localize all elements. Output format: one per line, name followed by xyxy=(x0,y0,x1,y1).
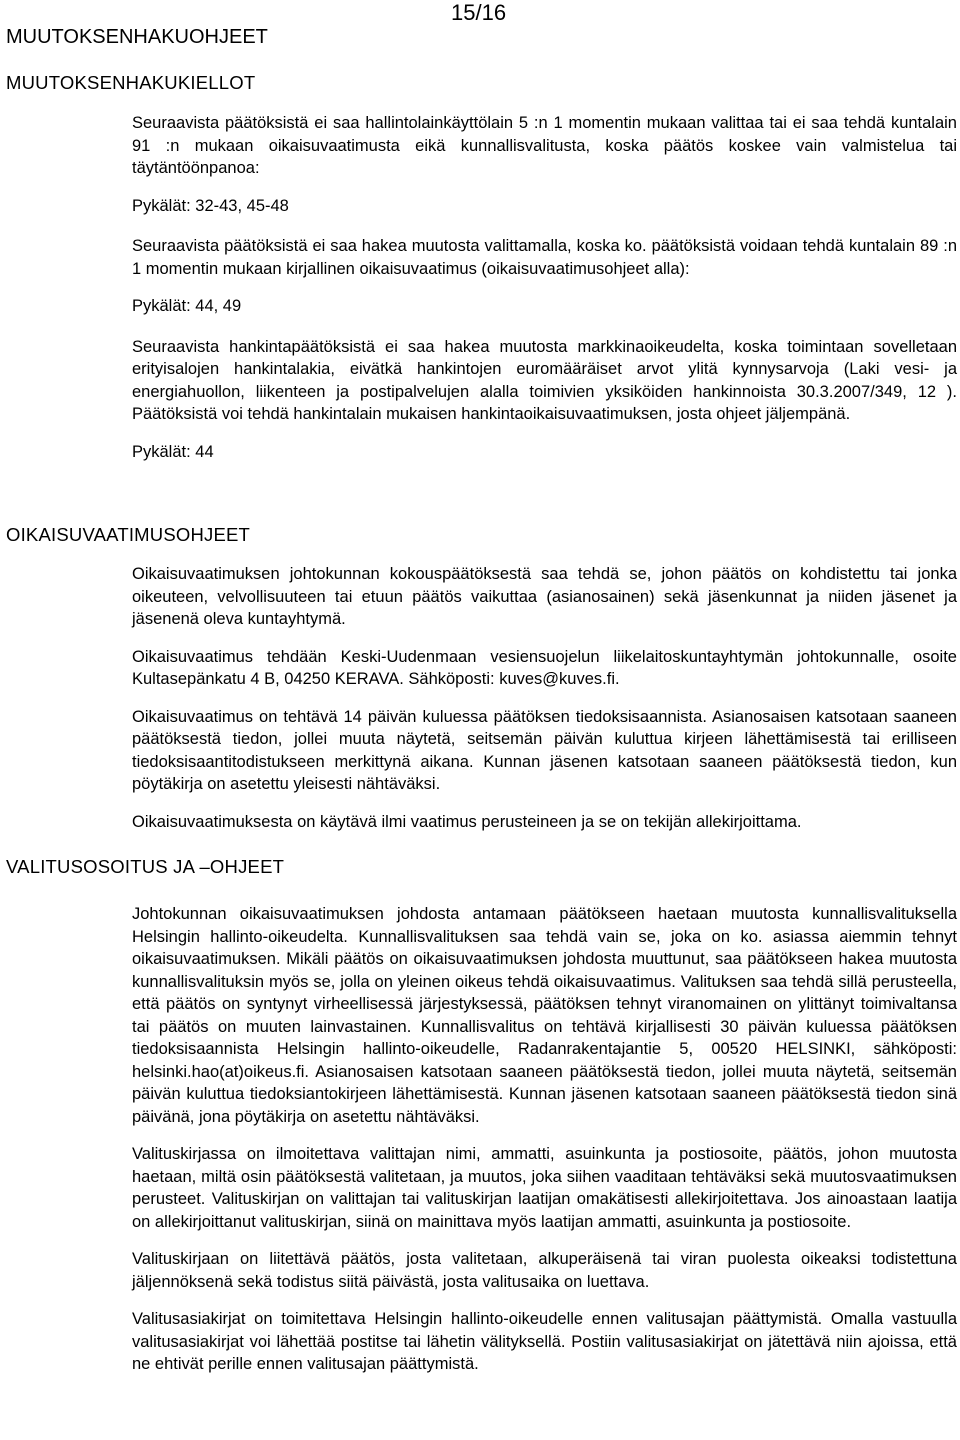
section-heading-oikaisuvaatimusohjeet: OIKAISUVAATIMUSOHJEET xyxy=(6,524,251,545)
paragraph: Seuraavista hankintapäätöksistä ei saa hakea muutosta markkinaoikeudelta, koska toimintaan sovelletaan erityisalojen hankintalakia, eivätkä hankintojen euromääräiset arvot ylitä kynnysarvoja (Laki vesi- ja energiahuollon, liikenteen ja postipalvelujen alalla toimivien yksiköiden hankinnoista 30.3.2007/349, 12 ). Päätöksistä voi tehdä hankintalain mukaisen hankintaoikaisuvaatimuksen, josta ohjeet jäljempänä. xyxy=(132,337,957,423)
section-list: Pykälät: 44, 49 xyxy=(132,297,242,315)
section-heading-valitusosoitus: VALITUSOSOITUS JA –OHJEET xyxy=(6,856,285,877)
section-heading-muutoksenhakukiellot: MUUTOKSENHAKUKIELLOT xyxy=(6,72,256,93)
paragraph: Valituskirjassa on ilmoitettava valittajan nimi, ammatti, asuinkunta ja postiosoite, päätös, johon muutosta haetaan, miltä osin päätöksestä valitetaan, ja muutos, joka siihen vaaditaan tehtäväksi sekä muutosvaatimuksen perusteet. Valituskirjan on valittajan tai valituskirjan laatijan omakätisesti allekirjoitettava. Jos ainoastaan laatija on allekirjoittanut valituskirjan, siinä on mainittava myös laatijan ammatti, asuinkunta ja postiosoite. xyxy=(132,1145,957,1231)
paragraph: Oikaisuvaatimuksen johtokunnan kokouspäätöksestä saa tehdä se, johon päätös on kohdistettu tai jonka oikeuteen, velvollisuuteen tai etuun päätös vaikuttaa (asianosainen) sekä jäsenkunnat ja niiden jäsenet ja jäsenenä oleva kuntayhtymä. xyxy=(132,565,957,628)
paragraph: Johtokunnan oikaisuvaatimuksen johdosta antamaan päätökseen haetaan muutosta kunnallisvalituksella Helsingin hallinto-oikeudelta. Kunnallisvalituksen saa tehdä vain se, joka on ko. asiassa aiemmin tehnyt oikaisuvaatimuksen. Mikäli päätös on oikaisuvaatimuksen johdosta muuttunut, saa päätökseen hakea muutosta kunnallisvalituksin myös se, jolla on yleinen oikeus tehdä oikaisuvaatimus. Valituksen saa tehdä sillä perusteella, että päätös on syntynyt virheellisessä järjestyksessä, päätöksen tehnyt viranomainen on ylittänyt toimivaltansa tai päätös on muuten lainvastainen. Kunnallisvalitus on tehtävä kirjallisesti 30 päivän kuluessa päätöksen tiedoksisaannista Helsingin hallinto-oikeudelle, Radanrakentajantie 5, 00520 HELSINKI, sähköposti: helsinki.hao(at)oikeus.fi. Asianosaisen katsotaan saaneen päätöksestä tiedon, jollei muuta näytetä, seitsemän päivän kuluttua tiedoksiantokirjeen lähettämisestä. Kunnan jäsenen katsotaan saaneen päätöksestä tiedon sinä päivänä, jona pöytäkirja on asetettu nähtäväksi. xyxy=(132,905,957,1126)
paragraph: Oikaisuvaatimus tehdään Keski-Uudenmaan vesiensuojelun liikelaitoskuntayhtymän johtokunnalle, osoite Kultasepänkatu 4 B, 04250 KERAVA. Sähköposti: kuves@kuves.fi. xyxy=(132,647,957,688)
paragraph: Seuraavista päätöksistä ei saa hallintolainkäyttölain 5 :n 1 momentin mukaan valittaa tai ei saa tehdä kuntalain 91 :n mukaan oikaisuvaatimusta eikä kunnallisvalitusta, koska päätös koskee vain valmistelua tai täytäntöönpanoa: xyxy=(132,114,957,177)
section-body-oikaisuvaatimusohjeet xyxy=(132,563,957,848)
section-body-valitusosoitus xyxy=(132,903,957,1391)
paragraph: Oikaisuvaatimuksesta on käytävä ilmi vaatimus perusteineen ja se on tekijän allekirjoittama. xyxy=(132,812,802,831)
paragraph: Valituskirjaan on liitettävä päätös, josta valitetaan, alkuperäisenä tai viran puolesta oikeaksi todistettuna jäljennöksenä sekä todistus siitä päivästä, josta valitusaika on luettava. xyxy=(132,1250,957,1291)
paragraph: Valitusasiakirjat on toimitettava Helsingin hallinto-oikeudelle ennen valitusajan päättymistä. Omalla vastuulla valitusasiakirjat voi lähettää postitse tai lähetin välityksellä. Postiin valitusasiakirjat on jätettävä niin ajoissa, että ne ehtivät perille ennen valitusajan päättymistä. xyxy=(132,1310,957,1373)
paragraph: Seuraavista päätöksistä ei saa hakea muutosta valittamalla, koska ko. päätöksistä voidaan tehdä kuntalain 89 :n 1 momentin mukaan kirjallinen oikaisuvaatimus (oikaisuvaatimusohjeet alla): xyxy=(132,237,957,278)
section-list: Pykälät: 44 xyxy=(132,442,214,461)
section-list: Pykälät: 32-43, 45-48 xyxy=(132,196,289,215)
paragraph: Oikaisuvaatimus on tehtävä 14 päivän kuluessa päätöksen tiedoksisaannista. Asianosaisen katsotaan saaneen päätöksestä tiedon, jollei muuta näytetä, seitsemän päivän kuluttua kirjeen lähettämisestä tai erilliseen tiedoksisaantitodistukseen merkittynä aikana. Kunnan jäsenen katsotaan saaneen päätöksestä tiedon, kun pöytäkirja on asetettu yleisesti nähtäväksi. xyxy=(132,707,957,793)
section-body-muutoksenhakukiellot xyxy=(132,112,957,481)
page-number: 15/16 xyxy=(451,0,507,25)
document-title: MUUTOKSENHAKUOHJEET xyxy=(6,26,268,48)
